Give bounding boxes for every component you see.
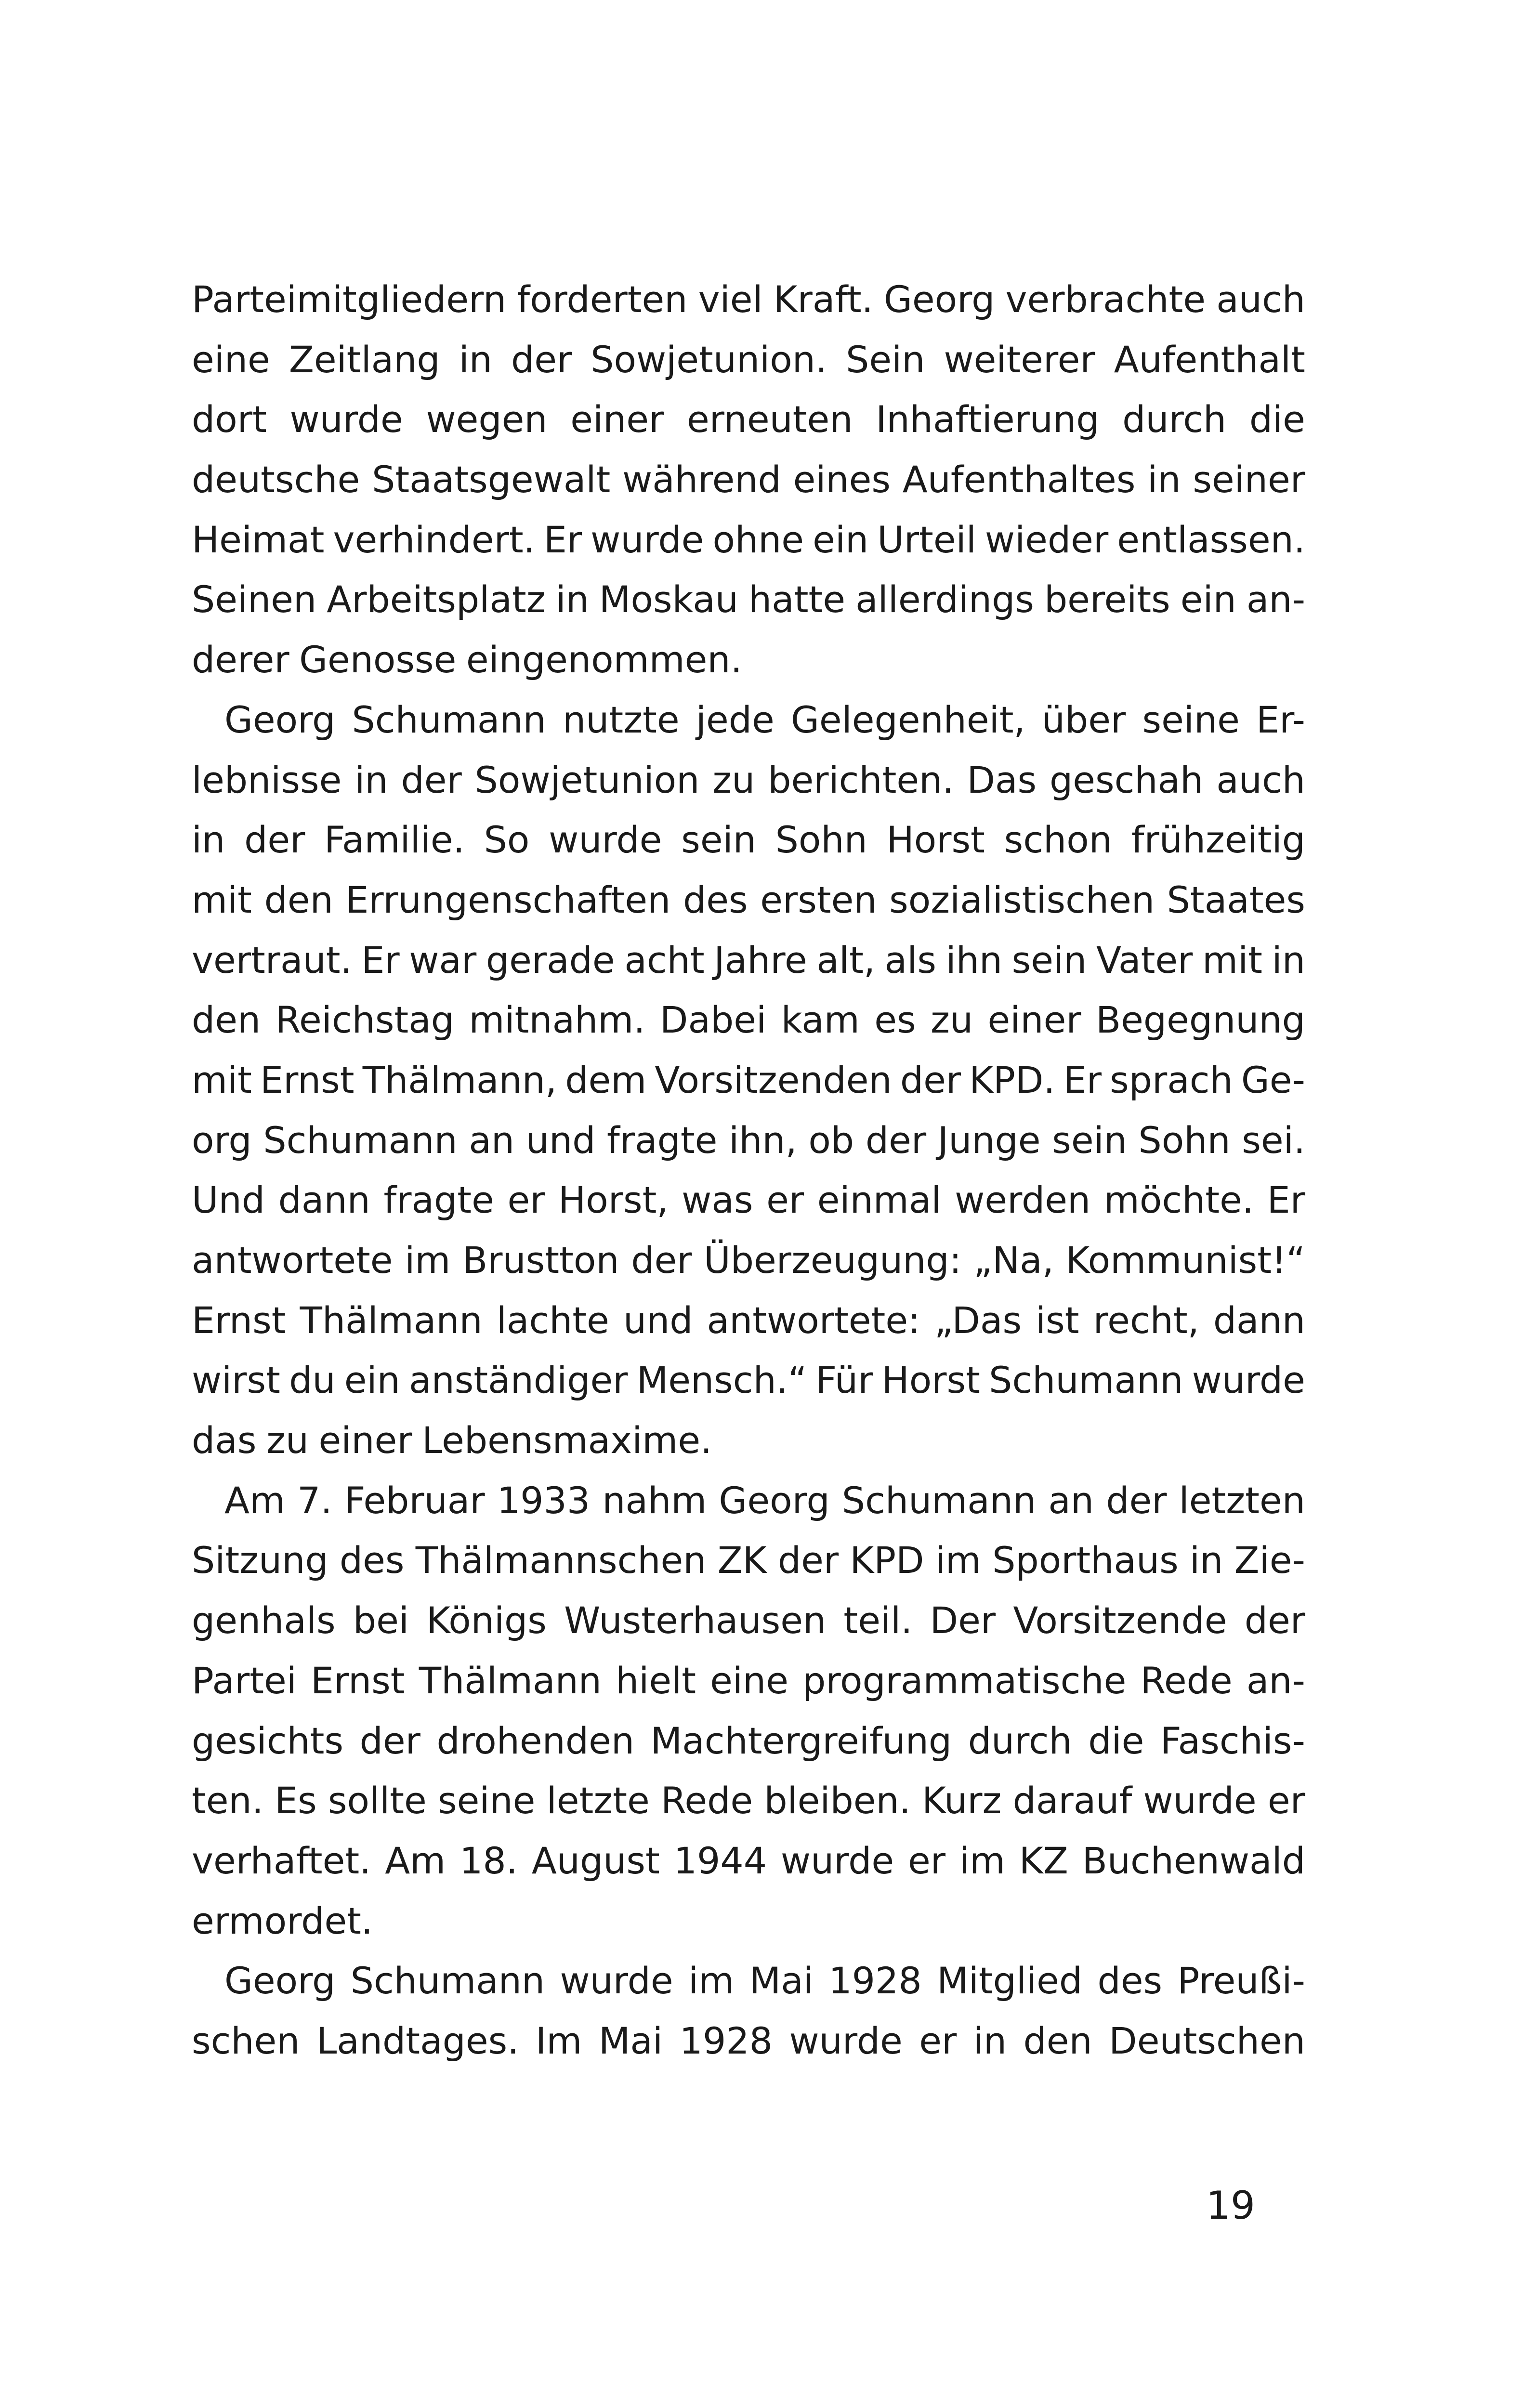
word: Kraft. — [773, 278, 873, 321]
text-line — [192, 690, 1305, 750]
word: Schumann — [989, 1359, 1183, 1402]
word: mit — [192, 1058, 252, 1101]
word: dann — [1213, 1298, 1305, 1342]
word: an — [1048, 1479, 1094, 1522]
word: wurde — [789, 2019, 903, 2062]
word: Sowjetunion. — [591, 338, 827, 381]
word: 1933 — [497, 1479, 591, 1522]
word: als — [884, 938, 936, 982]
word: mit — [192, 878, 252, 921]
word: einmal — [817, 1178, 942, 1222]
text-line — [192, 1411, 1305, 1471]
word: eingenommen. — [466, 638, 742, 681]
word: forderten — [517, 278, 688, 321]
word: Und — [192, 1178, 265, 1222]
word: „Na, — [973, 1239, 1054, 1282]
word: sozialistischen — [889, 878, 1155, 921]
word: der — [511, 338, 572, 381]
text-line — [192, 810, 1305, 870]
word: Begegnung — [1096, 998, 1305, 1042]
word: das — [192, 1419, 257, 1462]
word: verhindert. — [333, 518, 535, 561]
word: Sitzung — [192, 1539, 328, 1582]
word: Aufenthalt — [1114, 338, 1305, 381]
word: alt, — [816, 938, 876, 982]
word: Zie- — [1234, 1539, 1305, 1582]
word: eines — [793, 458, 891, 501]
word: Kurz — [922, 1779, 1002, 1822]
text-line — [192, 1291, 1305, 1351]
word: ihn — [945, 938, 1003, 982]
word: frühzeitig — [1131, 818, 1305, 862]
word: während — [622, 458, 781, 501]
word: ein — [344, 1359, 400, 1402]
text-line — [192, 1711, 1305, 1771]
word: darauf — [1012, 1779, 1132, 1822]
word: letzte — [546, 1779, 650, 1822]
word: So — [484, 818, 530, 862]
word: an — [469, 1118, 515, 1162]
word: KZ — [1019, 1839, 1068, 1882]
word: Thälmann, — [362, 1058, 557, 1101]
word: wurde — [1192, 1359, 1305, 1402]
page-number: 19 — [1206, 2183, 1255, 2228]
word: der — [631, 1239, 692, 1282]
word: Faschis- — [1160, 1719, 1305, 1762]
text-line — [192, 450, 1305, 510]
word: entlassen. — [1117, 518, 1305, 561]
word: der — [1244, 1599, 1305, 1642]
word: dann — [278, 1178, 370, 1222]
word: ZK — [717, 1539, 767, 1582]
word: du — [289, 1359, 336, 1402]
word: Er — [1063, 1058, 1102, 1101]
word: erneuten — [687, 398, 853, 441]
word: Partei — [192, 1659, 297, 1702]
word: seiner — [1193, 458, 1305, 501]
word: gerade — [486, 938, 615, 982]
word: Er — [1267, 1178, 1305, 1222]
word: wurde — [289, 398, 403, 441]
word: Parteimitgliedern — [192, 278, 507, 321]
word: wurde — [591, 518, 704, 561]
word: sollte — [328, 1779, 427, 1822]
word: lebnisse — [192, 758, 342, 801]
text-line — [192, 930, 1305, 991]
word: jede — [696, 698, 775, 741]
word: ein — [813, 518, 869, 561]
word: Rede — [1140, 1659, 1233, 1702]
text-line — [192, 330, 1305, 390]
word: und — [623, 1298, 693, 1342]
text-line — [192, 2011, 1305, 2071]
word: der — [244, 818, 305, 862]
word: bereits — [1044, 578, 1170, 621]
word: Jahre — [714, 938, 807, 982]
word: wirst — [192, 1359, 280, 1402]
word: in — [192, 818, 225, 862]
word: Ernst — [311, 1659, 405, 1702]
word: „Das — [934, 1298, 1022, 1342]
word: sein — [681, 818, 756, 862]
text-line — [192, 1771, 1305, 1831]
text-line — [192, 1350, 1305, 1411]
word: ten. — [192, 1779, 263, 1822]
text-line — [192, 750, 1305, 811]
word: des — [339, 1539, 405, 1582]
word: wurde — [1143, 1779, 1257, 1822]
word: Am — [385, 1839, 446, 1882]
word: auch — [1216, 278, 1305, 321]
word: org — [192, 1118, 252, 1162]
word: wurde — [560, 1959, 673, 2002]
word: Schumann — [350, 1959, 545, 2002]
word: sein — [1011, 938, 1087, 982]
word: Rede — [660, 1779, 753, 1822]
word: seine — [1142, 698, 1240, 741]
word: verhaftet. — [192, 1839, 371, 1882]
word: den — [1023, 2019, 1092, 2062]
word: des — [683, 878, 748, 921]
word: mit — [1202, 938, 1262, 982]
text-line — [192, 390, 1305, 450]
word: Mensch.“ — [636, 1359, 807, 1402]
word: Junge — [937, 1118, 1041, 1162]
text-line — [192, 1651, 1305, 1711]
word: wurde — [780, 1839, 894, 1882]
text-line — [192, 630, 1305, 690]
word: er — [919, 2019, 957, 2062]
word: des — [1097, 1959, 1163, 2002]
word: Sporthaus — [992, 1539, 1179, 1582]
word: an- — [1246, 578, 1305, 621]
word: Mitglied — [937, 1959, 1083, 2002]
word: Arbeitsplatz — [327, 578, 546, 621]
word: sprach — [1110, 1058, 1233, 1101]
word: kam — [781, 998, 860, 1042]
word: fragte — [383, 1178, 494, 1222]
text-line — [192, 870, 1305, 930]
text-line — [192, 990, 1305, 1050]
word: Staates — [1167, 878, 1305, 921]
word: Sein — [846, 338, 925, 381]
word: Dabei — [659, 998, 767, 1042]
text-line — [192, 1831, 1305, 1891]
word: Errungenschaften — [345, 878, 671, 921]
word: in — [459, 338, 492, 381]
word: eine — [710, 1659, 788, 1702]
word: gesichts — [192, 1719, 344, 1762]
text-line — [192, 1591, 1305, 1651]
word: Der — [930, 1599, 996, 1642]
word: ersten — [760, 878, 877, 921]
text-line — [192, 1170, 1305, 1230]
word: Familie. — [324, 818, 465, 862]
word: in — [1272, 938, 1305, 982]
word: die — [1249, 398, 1305, 441]
body-text — [192, 270, 1305, 2071]
word: ein — [1180, 578, 1236, 621]
word: antwortete — [192, 1239, 393, 1282]
word: in — [354, 758, 388, 801]
word: Er — [543, 518, 582, 561]
word: Vorsitzende — [1013, 1599, 1227, 1642]
word: geschah — [1050, 758, 1204, 801]
word: Im — [535, 2019, 582, 2062]
word: Das — [967, 758, 1037, 801]
word: Brustton — [462, 1239, 619, 1282]
text-line — [192, 1111, 1305, 1171]
word: zu — [266, 1419, 309, 1462]
text-line — [192, 570, 1305, 630]
word: schen — [192, 2019, 300, 2062]
word: Georg — [719, 1479, 830, 1522]
word: acht — [624, 938, 705, 982]
word: Ernst — [192, 1298, 286, 1342]
word: Georg — [224, 698, 336, 741]
word: einer — [318, 1419, 412, 1462]
word: einer — [570, 398, 664, 441]
word: genhals — [192, 1599, 336, 1642]
word: ob — [808, 1118, 854, 1162]
word: berichten. — [768, 758, 954, 801]
word: Wusterhausen — [564, 1599, 827, 1642]
word: letzten — [1179, 1479, 1305, 1522]
word: im — [405, 1239, 451, 1282]
word: vertraut. — [192, 938, 352, 982]
word: im — [959, 1839, 1006, 1882]
word: verbrachte — [1005, 278, 1206, 321]
word: Sohn — [775, 818, 867, 862]
word: Zeitlang — [289, 338, 440, 381]
word: Vorsitzenden — [655, 1058, 892, 1101]
word: Sohn — [1138, 1118, 1231, 1162]
word: es — [874, 998, 916, 1042]
word: hielt — [616, 1659, 696, 1702]
word: Preußi- — [1177, 1959, 1305, 2002]
word: Machtergreifung — [650, 1719, 952, 1762]
word: durch — [1122, 398, 1227, 441]
word: wieder — [985, 518, 1109, 561]
word: Aufenthaltes — [902, 458, 1136, 501]
word: sei. — [1242, 1118, 1305, 1162]
word: Schumann — [841, 1479, 1037, 1522]
word: recht, — [1093, 1298, 1199, 1342]
word: schon — [1004, 818, 1112, 862]
word: der — [865, 1118, 927, 1162]
word: Überzeugung: — [704, 1239, 962, 1282]
word: Für — [815, 1359, 873, 1402]
word: Landtages. — [316, 2019, 519, 2062]
word: Königs — [426, 1599, 547, 1642]
word: Genosse — [299, 638, 457, 681]
word: Mai — [598, 2019, 663, 2062]
word: Thälmann — [419, 1659, 602, 1702]
word: sein — [1052, 1118, 1127, 1162]
word: Er- — [1256, 698, 1305, 741]
word: Vater — [1096, 938, 1193, 982]
word: ohne — [712, 518, 804, 561]
word: 1928 — [828, 1959, 922, 2002]
word: in — [1190, 1539, 1223, 1582]
word: Seinen — [192, 578, 317, 621]
word: zu — [712, 758, 755, 801]
word: zu — [931, 998, 973, 1042]
word: seine — [438, 1779, 536, 1822]
word: KPD. — [969, 1058, 1055, 1101]
word: drohenden — [436, 1719, 635, 1762]
word: Schumann — [263, 1118, 458, 1162]
word: ermordet. — [192, 1899, 373, 1942]
word: der — [401, 758, 462, 801]
word: Horst — [881, 1359, 980, 1402]
word: an- — [1246, 1659, 1305, 1702]
word: den — [192, 998, 261, 1042]
word: 7. — [297, 1479, 332, 1522]
word: über — [1041, 698, 1126, 741]
word: Es — [275, 1779, 317, 1822]
text-line — [192, 1471, 1305, 1531]
word: der — [359, 1719, 420, 1762]
text-line — [192, 1891, 1305, 1951]
word: im — [935, 1539, 981, 1582]
word: den — [264, 878, 333, 921]
word: in — [1147, 458, 1181, 501]
word: dem — [565, 1058, 647, 1101]
word: ist — [1036, 1298, 1079, 1342]
word: Februar — [344, 1479, 485, 1522]
word: 18. — [459, 1839, 518, 1882]
word: nutzte — [563, 698, 680, 741]
word: Ernst — [260, 1058, 354, 1101]
word: er — [766, 1178, 804, 1222]
word: Er — [361, 938, 400, 982]
word: der — [900, 1058, 961, 1101]
word: möchte. — [1103, 1178, 1254, 1222]
word: teil. — [843, 1599, 913, 1642]
word: viel — [698, 278, 763, 321]
word: deutsche — [192, 458, 360, 501]
word: Kommunist!“ — [1065, 1239, 1305, 1282]
word: fragte — [607, 1118, 718, 1162]
word: August — [531, 1839, 660, 1882]
word: auch — [1216, 758, 1305, 801]
word: Urteil — [877, 518, 976, 561]
word: Staatsgewalt — [372, 458, 611, 501]
word: Heimat — [192, 518, 325, 561]
word: durch — [968, 1719, 1072, 1762]
text-line — [192, 510, 1305, 570]
word: Georg — [884, 278, 995, 321]
word: Horst, — [558, 1178, 669, 1222]
word: war — [409, 938, 477, 982]
word: bleiben. — [764, 1779, 911, 1822]
word: nahm — [602, 1479, 707, 1522]
word: Moskau — [599, 578, 738, 621]
word: und — [525, 1118, 596, 1162]
word: in — [555, 578, 589, 621]
word: was — [682, 1178, 753, 1222]
text-line — [192, 1531, 1305, 1591]
word: Mai — [749, 1959, 814, 2002]
word: lachte — [496, 1298, 609, 1342]
word: Inhaftierung — [876, 398, 1100, 441]
word: antwortete: — [707, 1298, 920, 1342]
word: hatte — [748, 578, 846, 621]
word: er — [507, 1178, 545, 1222]
word: der — [1106, 1479, 1167, 1522]
word: Thälmannschen — [415, 1539, 707, 1582]
word: die — [1088, 1719, 1144, 1762]
word: Ge- — [1241, 1058, 1305, 1101]
word: der — [777, 1539, 839, 1582]
word: Lebensmaxime. — [422, 1419, 712, 1462]
word: wurde — [549, 818, 662, 862]
word: wegen — [426, 398, 548, 441]
word: anständiger — [409, 1359, 628, 1402]
word: er — [1267, 1779, 1305, 1822]
word: Gelegenheit, — [790, 698, 1025, 741]
text-line — [192, 1230, 1305, 1291]
word: Schumann — [352, 698, 546, 741]
word: eine — [192, 338, 270, 381]
word: bei — [353, 1599, 409, 1642]
word: 1944 — [673, 1839, 767, 1882]
word: im — [688, 1959, 735, 2002]
word: allerdings — [855, 578, 1034, 621]
word: einer — [987, 998, 1081, 1042]
word: dort — [192, 398, 267, 441]
word: KPD — [850, 1539, 924, 1582]
word: programmatische — [802, 1659, 1127, 1702]
word: weiterer — [944, 338, 1095, 381]
word: er — [908, 1839, 946, 1882]
word: werden — [955, 1178, 1091, 1222]
text-line — [192, 1951, 1305, 2011]
word: 1928 — [679, 2019, 773, 2062]
word: Am — [224, 1479, 286, 1522]
word: Thälmann — [300, 1298, 483, 1342]
word: mitnahm. — [469, 998, 645, 1042]
word: Reichstag — [275, 998, 455, 1042]
word: Horst — [886, 818, 985, 862]
word: Sowjetunion — [474, 758, 700, 801]
text-line — [192, 1050, 1305, 1111]
word: Buchenwald — [1082, 1839, 1305, 1882]
text-line — [192, 270, 1305, 330]
word: Deutschen — [1109, 2019, 1305, 2062]
word: Georg — [224, 1959, 336, 2002]
word: ihn, — [729, 1118, 797, 1162]
word: in — [973, 2019, 1007, 2062]
word: derer — [192, 638, 289, 681]
